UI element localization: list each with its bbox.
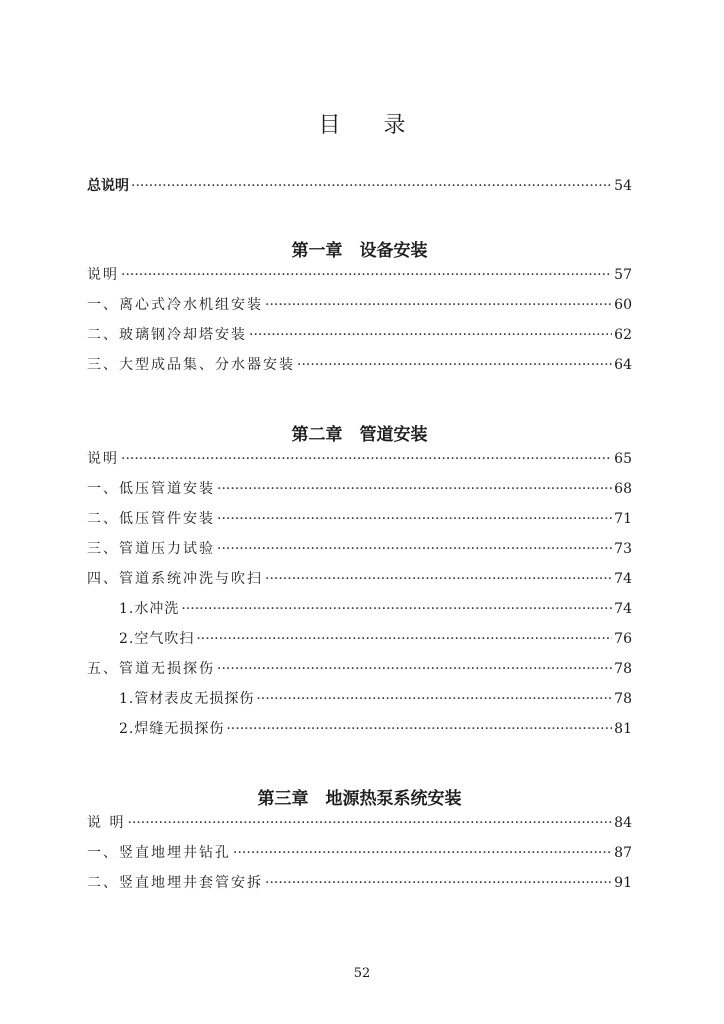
toc-entry[interactable]: [87, 658, 632, 688]
toc-chapter-2: [87, 420, 632, 748]
toc-entry-page: 84: [614, 815, 632, 831]
page-title: 目 录: [318, 113, 424, 138]
toc-entry-label: 说明: [87, 267, 119, 283]
toc-entry-page: 57: [614, 267, 632, 283]
toc-entry-label: 一、低压管道安装: [87, 481, 215, 497]
dot-leader: [249, 327, 612, 343]
toc-entry-page: 64: [614, 357, 632, 373]
toc-entry-page: 78: [614, 691, 632, 707]
toc-entry-page: 54: [614, 178, 632, 194]
dot-leader: [217, 541, 612, 557]
dot-leader: [265, 297, 612, 313]
toc-subentry[interactable]: [87, 688, 632, 718]
dot-leader: [217, 481, 612, 497]
toc-entry-label: 五、管道无损探伤: [87, 661, 215, 677]
dot-leader: [196, 631, 612, 647]
toc-entry[interactable]: [87, 264, 632, 294]
toc-subentry[interactable]: [87, 628, 632, 658]
toc-chapter-3: [87, 784, 632, 902]
toc-entry-label: 1.管材表皮无损探伤: [119, 691, 255, 707]
toc-entry-label: 2.焊缝无损探伤: [119, 721, 225, 737]
dot-leader: [265, 875, 612, 891]
toc-entry-label: 总说明: [87, 178, 129, 194]
toc-entry[interactable]: [87, 294, 632, 324]
toc-entry-general[interactable]: [87, 175, 632, 205]
toc-entry-label: 二、竖直地埋井套管安拆: [87, 875, 263, 891]
toc-entry[interactable]: [87, 812, 632, 842]
toc-entry-page: 62: [614, 327, 632, 343]
dot-leader: [127, 815, 612, 831]
toc-entry-label: 四、管道系统冲洗与吹扫: [87, 571, 263, 587]
toc-subentry[interactable]: [87, 598, 632, 628]
dot-leader: [233, 845, 612, 861]
toc-entry[interactable]: [87, 568, 632, 598]
toc-entry[interactable]: [87, 448, 632, 478]
toc-entry-label: 说 明: [87, 815, 126, 831]
toc-entry-page: 68: [614, 481, 632, 497]
toc-entry-page: 91: [614, 875, 632, 891]
toc-general: [87, 175, 632, 205]
dot-leader: [265, 571, 612, 587]
toc-entry-page: 73: [614, 541, 632, 557]
toc-entry-label: 一、竖直地埋井钻孔: [87, 845, 231, 861]
toc-entry[interactable]: [87, 842, 632, 872]
toc-entry[interactable]: [87, 538, 632, 568]
dot-leader: [226, 721, 612, 737]
page-number: 52: [353, 966, 371, 981]
toc-entry-page: 74: [614, 601, 632, 617]
dot-leader: [217, 511, 612, 527]
toc-entry-label: 一、离心式冷水机组安装: [87, 297, 263, 313]
toc-chapter-1: [87, 236, 632, 384]
dot-leader: [121, 267, 612, 283]
dot-leader: [121, 451, 612, 467]
dot-leader: [256, 691, 612, 707]
toc-entry-page: 71: [614, 511, 632, 527]
toc-entry-page: 60: [614, 297, 632, 313]
toc-entry[interactable]: [87, 354, 632, 384]
chapter-heading: 第三章 地源热泵系统安装: [257, 789, 462, 809]
toc-entry[interactable]: [87, 508, 632, 538]
toc-subentry[interactable]: [87, 718, 632, 748]
chapter-heading: 第一章 设备安装: [291, 241, 428, 261]
toc-entry-label: 二、低压管件安装: [87, 511, 215, 527]
toc-entry-label: 三、大型成品集、分水器安装: [87, 357, 295, 373]
toc-entry-page: 65: [614, 451, 632, 467]
toc-entry[interactable]: [87, 872, 632, 902]
toc-entry-label: 2.空气吹扫: [119, 631, 195, 647]
chapter-heading: 第二章 管道安装: [291, 425, 428, 445]
dot-leader: [131, 178, 612, 194]
toc-entry-label: 说明: [87, 451, 119, 467]
toc-entry-page: 76: [614, 631, 632, 647]
toc-entry-page: 81: [614, 721, 632, 737]
toc-entry-page: 74: [614, 571, 632, 587]
toc-entry-page: 78: [614, 661, 632, 677]
dot-leader: [181, 601, 612, 617]
toc-entry-label: 1.水冲洗: [119, 601, 180, 617]
toc-entry[interactable]: [87, 478, 632, 508]
toc-entry-page: 87: [614, 845, 632, 861]
toc-entry[interactable]: [87, 324, 632, 354]
toc-entry-label: 二、玻璃钢冷却塔安装: [87, 327, 247, 343]
dot-leader: [297, 357, 612, 373]
dot-leader: [217, 661, 612, 677]
toc-entry-label: 三、管道压力试验: [87, 541, 215, 557]
